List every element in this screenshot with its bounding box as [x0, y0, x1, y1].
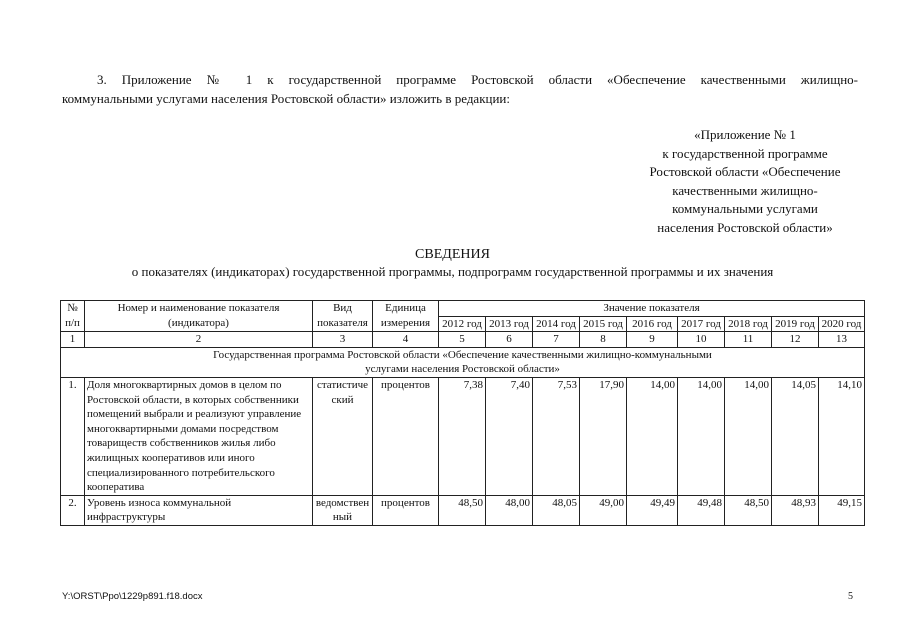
- header-year: 2015 год: [580, 316, 627, 332]
- header-year: 2020 год: [819, 316, 865, 332]
- header-name: Номер и наименование показателя (индикатора): [85, 301, 313, 332]
- column-number: 1: [61, 332, 85, 348]
- column-number: 11: [725, 332, 772, 348]
- indicator-value: 48,05: [533, 495, 580, 525]
- indicator-type: статистический: [313, 377, 373, 495]
- header-year: 2017 год: [678, 316, 725, 332]
- table-row: [61, 495, 865, 525]
- header-no: № п/п: [61, 301, 85, 332]
- intro-paragraph: [62, 70, 858, 108]
- indicator-value: 49,00: [580, 495, 627, 525]
- indicator-value: 14,00: [725, 377, 772, 495]
- indicator-value: 49,49: [627, 495, 678, 525]
- column-number: 3: [313, 332, 373, 348]
- indicator-value: 7,40: [486, 377, 533, 495]
- column-number: 8: [580, 332, 627, 348]
- indicator-value: 49,15: [819, 495, 865, 525]
- indicator-value: 49,48: [678, 495, 725, 525]
- column-number: 6: [486, 332, 533, 348]
- section-title: Государственная программа Ростовской области «Обеспечение качественными жилищно-коммунальными услугами населения Ростовской области»: [61, 347, 865, 377]
- indicator-value: 14,00: [627, 377, 678, 495]
- column-number: 7: [533, 332, 580, 348]
- intro-line-1: 3. Приложение № 1 к государственной программе Ростовской области «Обеспечение качественными жилищно-: [97, 72, 858, 87]
- header-type: Вид показателя: [313, 301, 373, 332]
- header-year: 2016 год: [627, 316, 678, 332]
- indicator-value: 7,38: [439, 377, 486, 495]
- indicator-value: 48,00: [486, 495, 533, 525]
- column-number: 4: [373, 332, 439, 348]
- document-subheading: о показателях (индикаторах) государственной программы, подпрограмм государственной программы и их значения: [131, 264, 774, 279]
- column-number: 12: [772, 332, 819, 348]
- header-year: 2018 год: [725, 316, 772, 332]
- intro-line-2: коммунальными услугами населения Ростовской области» изложить в редакции:: [62, 91, 510, 106]
- appendix-line: «Приложение № 1: [694, 127, 796, 142]
- column-number: 10: [678, 332, 725, 348]
- indicator-type: ведомственный: [313, 495, 373, 525]
- appendix-note: [600, 126, 890, 237]
- table-numbering-row: [61, 332, 865, 348]
- appendix-line: населения Ростовской области»: [657, 219, 833, 235]
- indicator-value: 14,10: [819, 377, 865, 495]
- header-year: 2013 год: [486, 316, 533, 332]
- row-number: 2.: [61, 495, 85, 525]
- column-number: 13: [819, 332, 865, 348]
- indicator-value: 7,53: [533, 377, 580, 495]
- table-section-row: [61, 347, 865, 377]
- header-values: Значение показателя: [439, 301, 865, 317]
- appendix-line: качественными жилищно-: [672, 182, 818, 198]
- column-number: 5: [439, 332, 486, 348]
- indicator-name: Доля многоквартирных домов в целом по Ростовской области, в которых собственники помещений выбрали и реализуют управление многоквартирными домами посредством товариществ собственников жилья либо жилищных кооперативов или иного специализированного потребительского кооператива: [85, 377, 313, 495]
- header-year: 2019 год: [772, 316, 819, 332]
- appendix-line: к государственной программе: [662, 145, 828, 161]
- indicator-value: 48,93: [772, 495, 819, 525]
- header-year: 2014 год: [533, 316, 580, 332]
- indicators-table: [60, 300, 865, 526]
- indicator-name: Уровень износа коммунальной инфраструктуры: [85, 495, 313, 525]
- footer-file-path: Y:\ORST\Ppo\1229p891.f18.docx: [62, 591, 203, 602]
- row-number: 1.: [61, 377, 85, 495]
- column-number: 2: [85, 332, 313, 348]
- appendix-line: коммунальными услугами: [672, 201, 818, 216]
- document-heading: СВЕДЕНИЯ: [415, 247, 490, 262]
- indicator-value: 17,90: [580, 377, 627, 495]
- footer-page-number: 5: [848, 591, 853, 602]
- header-unit: Единица измерения: [373, 301, 439, 332]
- indicator-unit: процентов: [373, 377, 439, 495]
- table-row: [61, 377, 865, 495]
- indicator-value: 14,05: [772, 377, 819, 495]
- table-header-row: [61, 301, 865, 317]
- appendix-line: Ростовской области «Обеспечение: [649, 164, 841, 179]
- indicator-value: 48,50: [725, 495, 772, 525]
- indicator-value: 48,50: [439, 495, 486, 525]
- indicator-unit: процентов: [373, 495, 439, 525]
- indicator-value: 14,00: [678, 377, 725, 495]
- header-year: 2012 год: [439, 316, 486, 332]
- column-number: 9: [627, 332, 678, 348]
